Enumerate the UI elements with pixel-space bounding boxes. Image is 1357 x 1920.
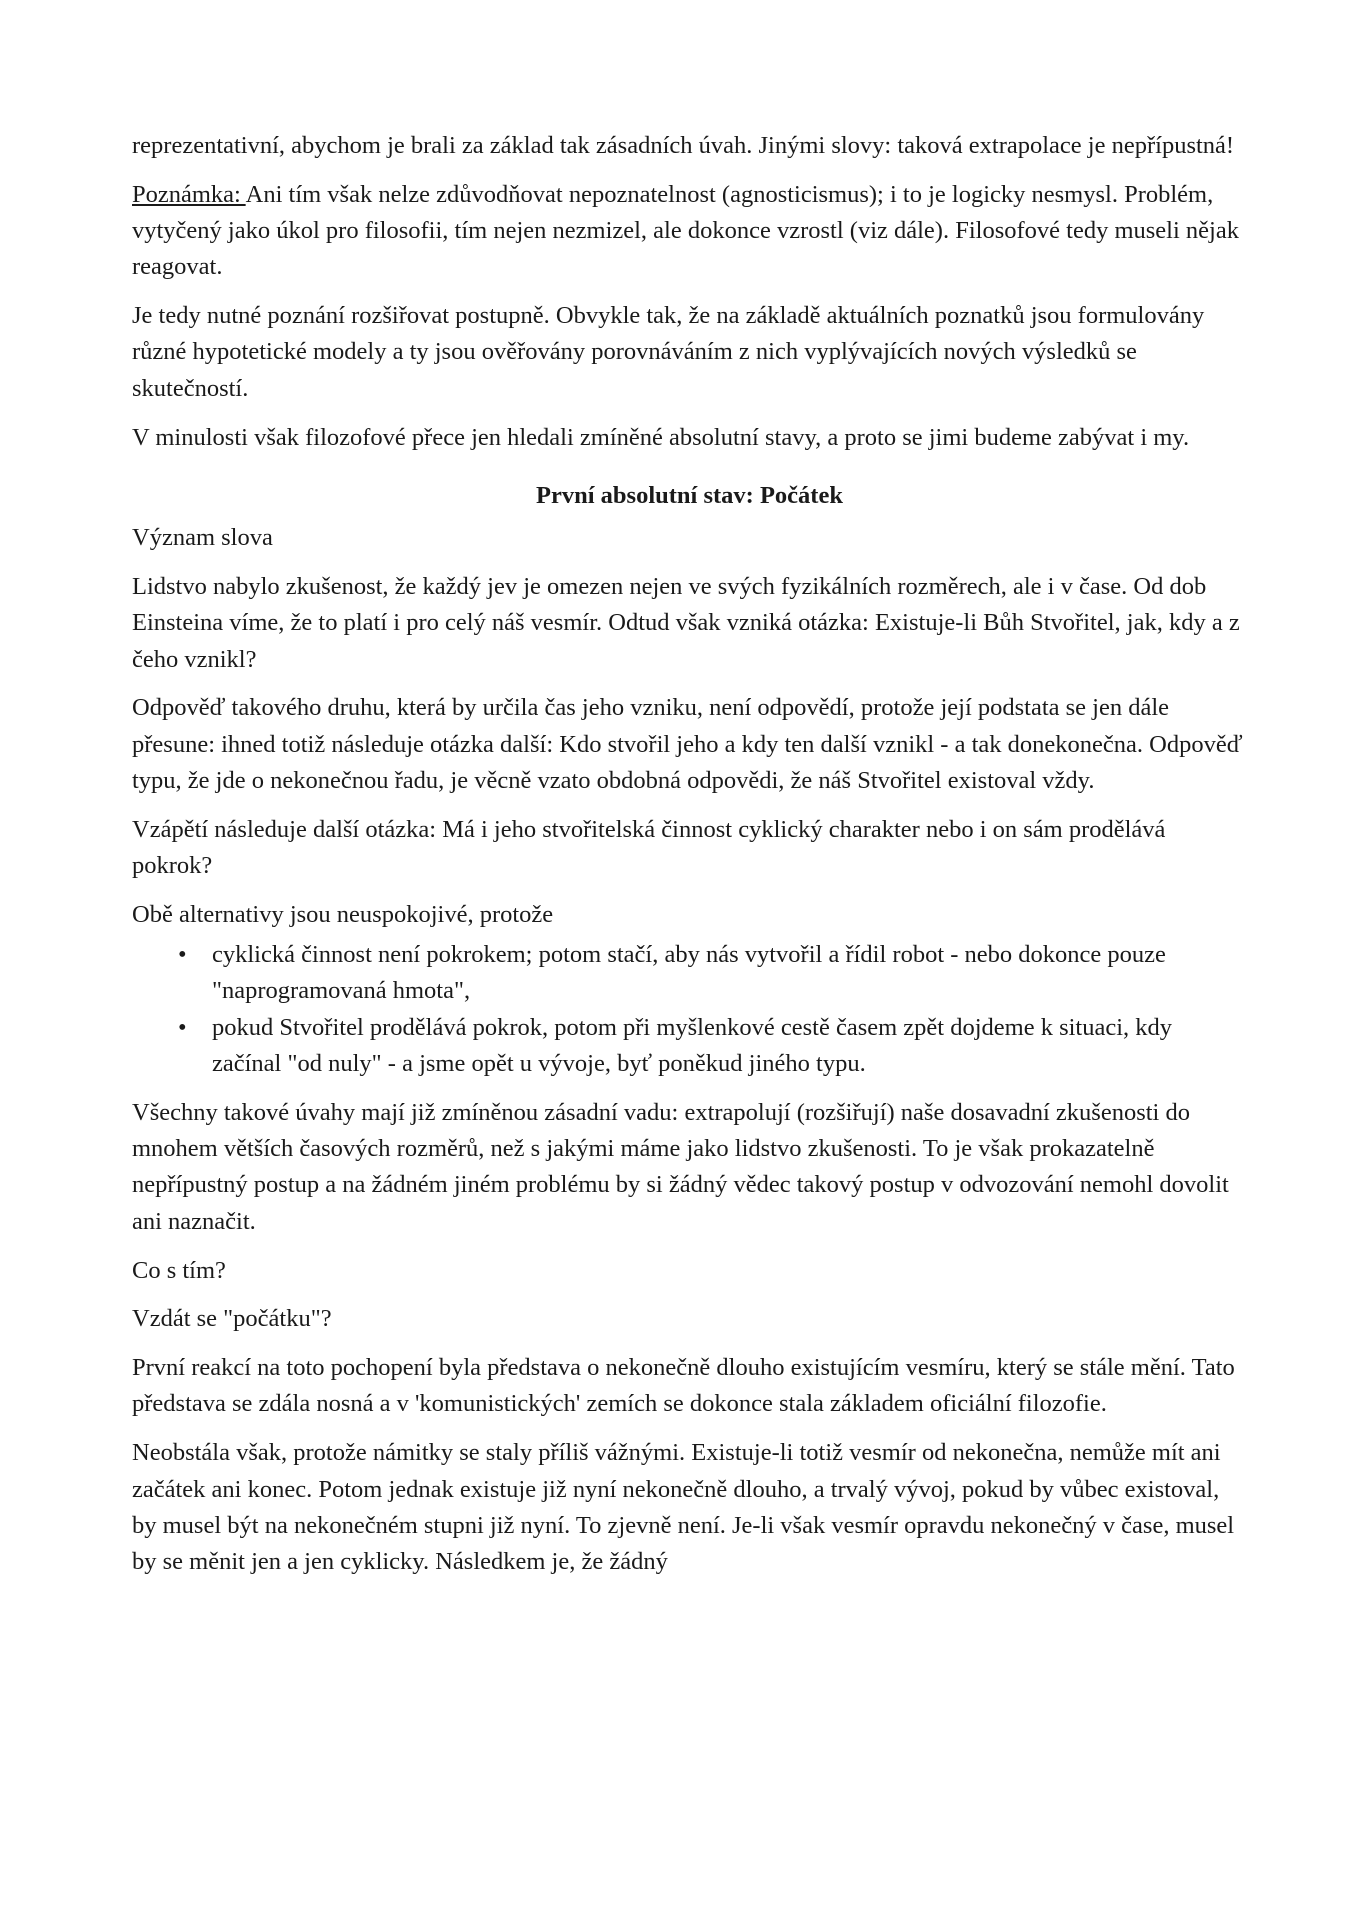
paragraph: Vzápětí následuje další otázka: Má i jeho stvořitelská činnost cyklický charakter nebo i on sám prodělává pokrok?	[132, 815, 1166, 880]
document-page	[132, 128, 1247, 1593]
bullet-list	[132, 937, 1247, 1082]
paragraph: Lidstvo nabylo zkušenost, že každý jev je omezen nejen ve svých fyzikálních rozměrech, ale i v čase. Od dob Einsteina víme, že to platí i pro celý náš vesmír. Odtud však vzniká otázka: Existuje-li Bůh Stvořitel, jak, kdy a z čeho vznikl?	[132, 572, 1240, 673]
list-item	[178, 1010, 1247, 1083]
list-item	[178, 937, 1247, 1010]
paragraph: První reakcí na toto pochopení byla představa o nekonečně dlouho existujícím vesmíru, který se stále mění. Tato představa se zdála nosná a v 'komunistických' zemích se dokonce stala základem oficiální filozofie.	[132, 1354, 1235, 1418]
list-item-text: pokud Stvořitel prodělává pokrok, potom při myšlenkové cestě časem zpět dojdeme k situaci, kdy začínal "od nuly" - a jsme opět u vývoje, byť poněkud jiného typu.	[212, 1013, 1173, 1078]
paragraph: Obě alternativy jsou neuspokojivé, protože	[132, 900, 554, 928]
paragraph-note	[132, 177, 1247, 286]
paragraph: Odpověď takového druhu, která by určila čas jeho vzniku, není odpovědí, protože její podstata se jen dále přesune: ihned totiž následuje otázka další: Kdo stvořil jeho a kdy ten další vznikl - a tak donekonečna. Odpověď typu, že jde o nekonečnou řadu, je věcně vzato obdobná odpovědi, že náš Stvořitel existoval vždy.	[132, 694, 1243, 794]
note-text: Ani tím však nelze zdůvodňovat nepoznatelnost (agnosticismus); i to je logicky nesmysl. Problém, vytyčený jako úkol pro filosofii, tím nejen nezmizel, ale dokonce vzrostl (viz dále). Filosofové tedy museli nějak reagovat.	[132, 180, 1239, 281]
bullet-icon: •	[178, 1013, 187, 1041]
paragraph: Neobstála však, protože námitky se staly příliš vážnými. Existuje-li totiž vesmír od nekonečna, nemůže mít ani začátek ani konec. Potom jednak existuje již nyní nekonečně dlouho, a trvalý vývoj, pokud by vůbec existoval, by musel být na nekonečném stupni již nyní. To zjevně není. Je-li však vesmír opravdu nekonečný v čase, musel by se měnit jen a jen cyklicky. Následkem je, že žádný	[132, 1439, 1235, 1576]
paragraph: Vzdát se "počátku"?	[132, 1305, 332, 1333]
paragraph: Všechny takové úvahy mají již zmíněnou zásadní vadu: extrapolují (rozšiřují) naše dosavadní zkušenosti do mnohem větších časových rozměrů, než s jakými máme jako lidstvo zkušenosti. To je však prokazatelně nepřípustný postup a na žádném jiném problému by si žádný vědec takový postup v odvozování nemohl dovolit ani naznačit.	[132, 1098, 1229, 1235]
paragraph-knowledge: Je tedy nutné poznání rozšiřovat postupně. Obvykle tak, že na základě aktuálních poznatků jsou formulovány různé hypotetické modely a ty jsou ověřovány porovnáváním z nich vyplývajících nových výsledků se skutečností.	[132, 302, 1205, 402]
subheading: Význam slova	[132, 524, 273, 552]
paragraph-past-philosophers: V minulosti však filozofové přece jen hledali zmíněné absolutní stavy, a proto se jimi budeme zabývat i my.	[132, 423, 1190, 451]
list-item-text: cyklická činnost není pokrokem; potom stačí, aby nás vytvořil a řídil robot - nebo dokonce pouze "naprogramovaná hmota",	[212, 941, 1166, 1005]
note-label: Poznámka:	[132, 180, 246, 208]
paragraph-extrapolation: reprezentativní, abychom je brali za základ tak zásadních úvah. Jinými slovy: taková extrapolace je nepřípustná!	[132, 132, 1235, 159]
bullet-icon: •	[178, 941, 187, 969]
section-heading: První absolutní stav: Počátek	[536, 481, 843, 509]
paragraph: Co s tím?	[132, 1256, 226, 1284]
